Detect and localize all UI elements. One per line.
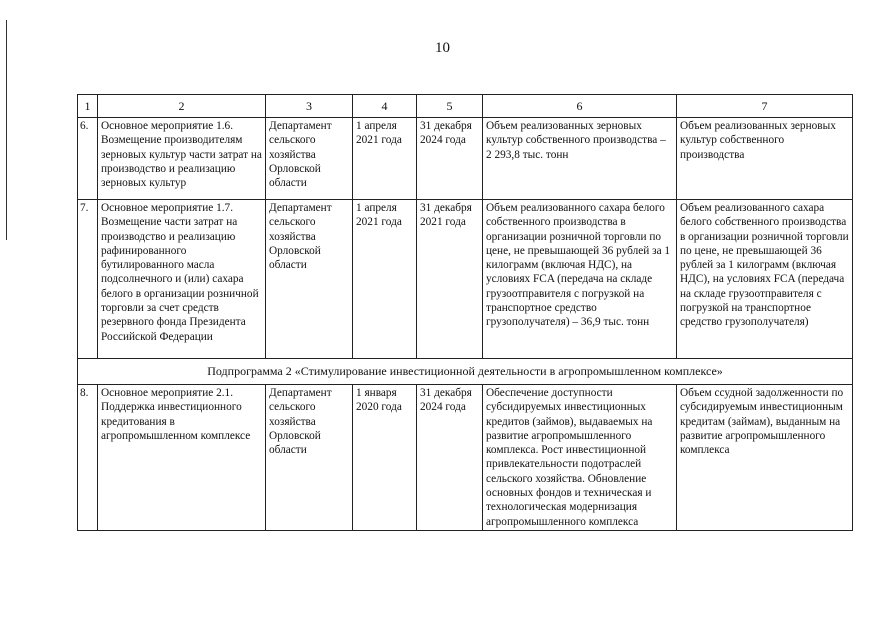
page-number: 10 bbox=[435, 40, 450, 56]
subprogram-title: Подпрограмма 2 «Стимулирование инвестиционной деятельности в агропромышленном комплексе» bbox=[78, 359, 853, 385]
header-cell: 2 bbox=[98, 95, 266, 118]
subprogram-row bbox=[78, 359, 853, 385]
header-cell: 1 bbox=[78, 95, 98, 118]
event-cell: Основное мероприятие 1.6. Возмещение производителям зерновых культур части затрат на производство и реализацию зерновых культур bbox=[98, 118, 266, 200]
result-cell: Обеспечение доступности субсидируемых инвестиционных кредитов (займов), выдаваемых на развитие агропромышленного комплекса. Рост инвестиционной привлекательности подотраслей сельского хозяйства. Обновление основных фондов и техническая и технологическая модернизация агропромышленного комплекса bbox=[483, 385, 677, 531]
row-number: 7. bbox=[78, 200, 98, 359]
result-cell: Объем реализованного сахара белого собственного производства в организации розничной торговли по цене, не превышающей 36 рублей за 1 килограмм (включая НДС), на условиях FCA (передача на складе грузоотправителя с погрузкой на транспортное средство грузополучателя) – 36,9 тыс. тонн bbox=[483, 200, 677, 359]
row-number: 6. bbox=[78, 118, 98, 200]
indicator-cell: Объем ссудной задолженности по субсидируемым инвестиционным кредитам (займам), выданным на развитие агропромышленного комплекса bbox=[677, 385, 853, 531]
header-cell: 4 bbox=[353, 95, 417, 118]
executor-cell: Департамент сельского хозяйства Орловской области bbox=[266, 118, 353, 200]
end-date-cell: 31 декабря 2021 года bbox=[417, 200, 483, 359]
row-number: 8. bbox=[78, 385, 98, 531]
start-date-cell: 1 января 2020 года bbox=[353, 385, 417, 531]
start-date-cell: 1 апреля 2021 года bbox=[353, 118, 417, 200]
end-date-cell: 31 декабря 2024 года bbox=[417, 385, 483, 531]
indicator-cell: Объем реализованного сахара белого собственного производства в организации розничной торговли по цене, не превышающей 36 рублей за 1 килограмм (включая НДС), на условиях FCA (передача на складе грузоотправителя с погрузкой на транспортное средство грузополучателя) bbox=[677, 200, 853, 359]
event-cell: Основное мероприятие 2.1. Поддержка инвестиционного кредитования в агропромышленном комплексе bbox=[98, 385, 266, 531]
result-cell: Объем реализованных зерновых культур собственного производства – 2 293,8 тыс. тонн bbox=[483, 118, 677, 200]
table-row bbox=[78, 200, 853, 359]
header-cell: 6 bbox=[483, 95, 677, 118]
header-cell: 7 bbox=[677, 95, 853, 118]
executor-cell: Департамент сельского хозяйства Орловской области bbox=[266, 200, 353, 359]
table-row bbox=[78, 118, 853, 200]
program-table bbox=[77, 94, 853, 531]
header-row bbox=[78, 95, 853, 118]
header-cell: 3 bbox=[266, 95, 353, 118]
end-date-cell: 31 декабря 2024 года bbox=[417, 118, 483, 200]
event-cell: Основное мероприятие 1.7. Возмещение части затрат на производство и реализацию рафинированного бутилированного масла подсолнечного и (или) сахара белого в организации розничной торговли за счет средств резервного фонда Президента Российской Федерации bbox=[98, 200, 266, 359]
table-row bbox=[78, 385, 853, 531]
indicator-cell: Объем реализованных зерновых культур собственного производства bbox=[677, 118, 853, 200]
start-date-cell: 1 апреля 2021 года bbox=[353, 200, 417, 359]
executor-cell: Департамент сельского хозяйства Орловской области bbox=[266, 385, 353, 531]
header-cell: 5 bbox=[417, 95, 483, 118]
